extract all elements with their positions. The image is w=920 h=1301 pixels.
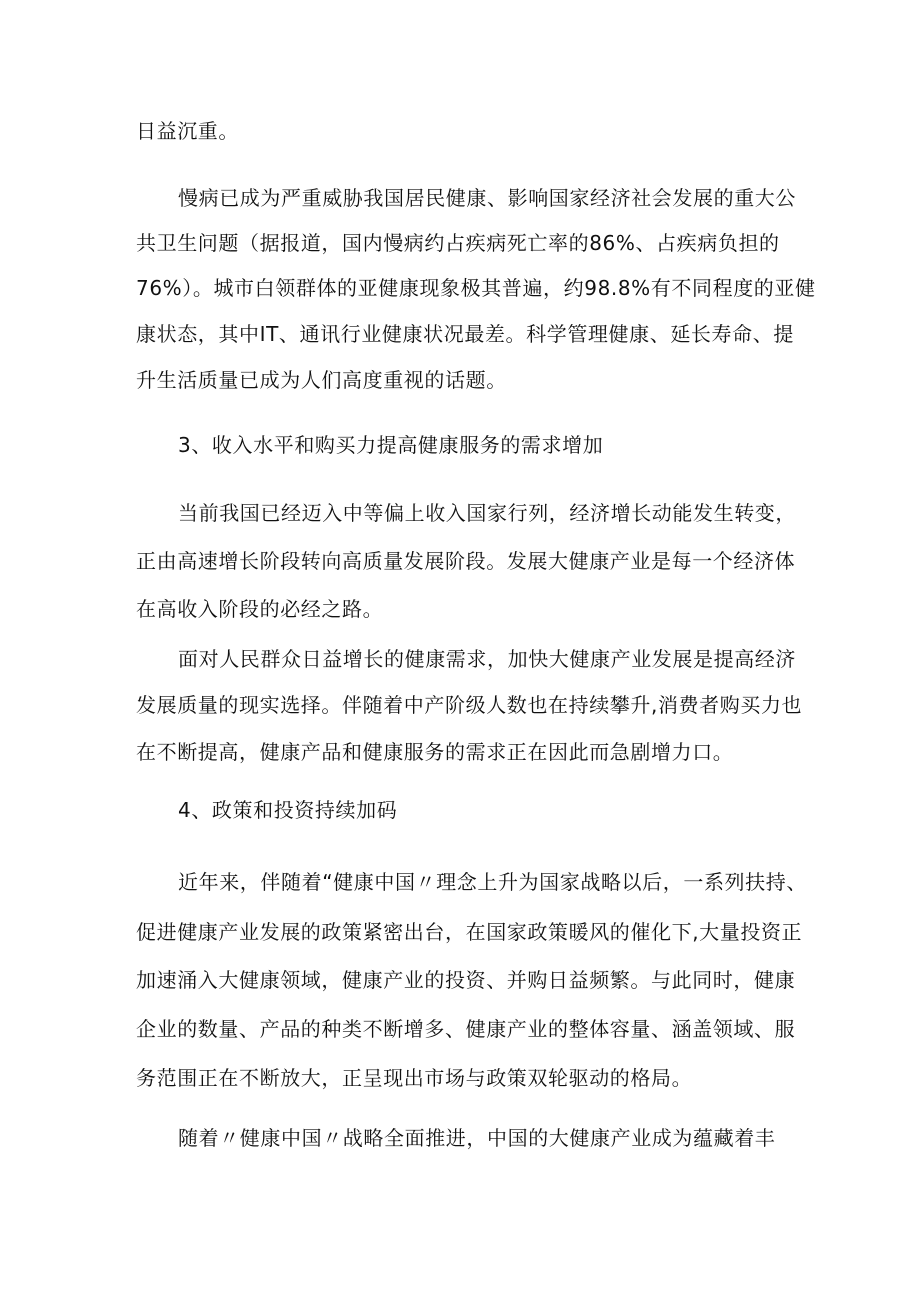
text-line: 促进健康产业发展的政策紧密出台，在国家政策暖风的催化下,大量投资正 — [136, 920, 803, 944]
text-line: 正由高速增长阶段转向高质量发展阶段。发展大健康产业是每一个经济体 — [136, 549, 796, 573]
text-line: 企业的数量、产品的种类不断增多、健康产业的整体容量、涵盖领域、服 — [136, 1017, 796, 1041]
section-heading-3: 3、收入水平和购买力提高健康服务的需求增加 — [178, 433, 604, 457]
paragraph-first-line: 面对人民群众日益增长的健康需求，加快大健康产业发展是提高经济 — [178, 647, 796, 671]
paragraph-first-line: 近年来，伴随着“健康中国〃理念上升为国家战略以后，一系列扶持、 — [178, 870, 807, 894]
text-line: 发展质量的现实选择。伴随着中产阶级人数也在持续攀升,消费者购买力也 — [136, 693, 803, 717]
paragraph-first-line: 随着〃健康中国〃战略全面推进，中国的大健康产业成为蕴藏着丰 — [178, 1126, 776, 1150]
text-line: 在高收入阶段的必经之路。 — [136, 597, 384, 621]
text-line: 升生活质量已成为人们高度重视的话题。 — [136, 368, 507, 392]
paragraph-first-line: 慢病已成为严重威胁我国居民健康、影响国家经济社会发展的重大公 — [178, 186, 796, 210]
section-heading-4: 4、政策和投资持续加码 — [178, 798, 398, 822]
text-line: 康状态，其中IT、通讯行业健康状况最差。科学管理健康、延长寿命、提 — [136, 322, 794, 346]
text-line: 务范围正在不断放大，正呈现出市场与政策双轮驱动的格局。 — [136, 1066, 693, 1090]
text-line: 共卫生问题（据报道，国内慢病约占疾病死亡率的86%、占疾病负担的 — [136, 231, 780, 255]
paragraph-first-line: 当前我国已经迈入中等偏上收入国家行列，经济增长动能发生转变， — [178, 501, 796, 525]
text-line: 日益沉重。 — [136, 119, 239, 143]
text-line: 76%）。城市白领群体的亚健康现象极其普遍，约98.8%有不同程度的亚健 — [136, 276, 816, 300]
text-line: 加速涌入大健康领域，健康产业的投资、并购日益频繁。与此同时，健康 — [136, 968, 796, 992]
text-line: 在不断提高，健康产品和健康服务的需求正在因此而急剧增力口。 — [136, 740, 734, 764]
